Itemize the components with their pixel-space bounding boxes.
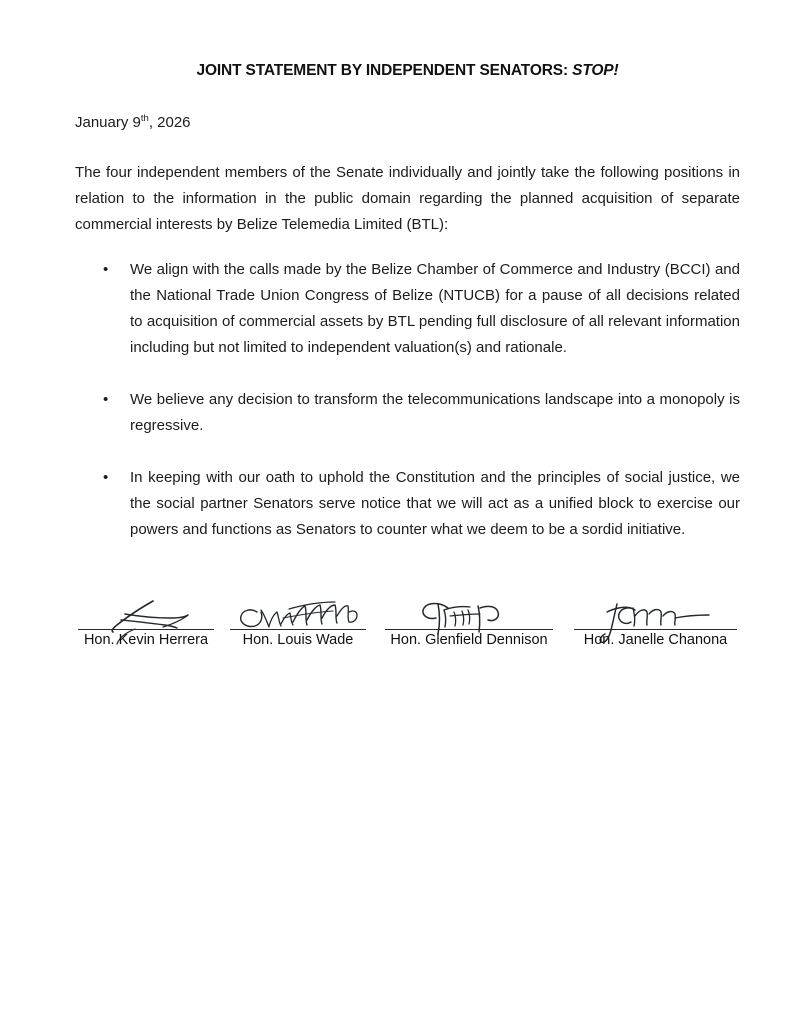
signatory-name: Hon. Kevin Herrera	[83, 632, 209, 648]
bullet-point-icon: •	[103, 391, 109, 408]
positions-list	[75, 257, 740, 543]
handwritten-signature-icon	[75, 596, 217, 632]
signature-block	[75, 596, 740, 666]
date-year: , 2026	[148, 114, 191, 131]
bullet-point-icon: •	[103, 261, 109, 278]
bullet-point-icon: •	[103, 469, 109, 486]
intro-paragraph: The four independent members of the Senate individually and jointly take the following positions in relation to the information in the public domain regarding the planned acquisition of separate commercial interests by Belize Telemedia Limited (BTL):	[75, 164, 740, 233]
page-title-main: JOINT STATEMENT BY INDEPENDENT SENATORS:	[196, 62, 573, 79]
list-item	[75, 387, 740, 439]
list-item-text: We align with the calls made by the Belize Chamber of Commerce and Industry (BCCI) and the National Trade Union Congress of Belize (NTUCB) for a pause of all decisions related to acquisition of commercial assets by BTL pending full disclosure of all relevant information including but not limited to independent valuation(s) and rationale.	[130, 261, 740, 356]
signatory-name: Hon. Louis Wade	[242, 632, 354, 648]
signature-rule	[574, 629, 737, 630]
date-ordinal-suffix: th	[140, 113, 149, 124]
date-month-day: January 9	[75, 114, 141, 131]
signature-rule	[385, 629, 553, 630]
handwritten-signature-icon	[227, 596, 369, 632]
signatory-name: Hon. Glenfield Dennison	[390, 632, 548, 648]
signature-column-louis-wade	[227, 596, 369, 666]
list-item-text: In keeping with our oath to uphold the Constitution and the principles of social justice, we the social partner Senators serve notice that we will act as a unified block to exercise our powers and functions as Senators to counter what we deem to be a sordid initiative.	[130, 469, 740, 538]
statement-date	[75, 114, 191, 131]
page-title	[75, 62, 740, 80]
handwritten-signature-icon	[571, 596, 740, 632]
signature-column-glenfield-dennison	[382, 596, 556, 666]
list-item	[75, 465, 740, 543]
page-title-emphasis: STOP!	[572, 62, 619, 79]
signature-rule	[78, 629, 214, 630]
signature-column-kevin-herrera	[75, 596, 217, 666]
signatory-name: Hon. Janelle Chanona	[583, 632, 728, 648]
handwritten-signature-icon	[382, 596, 556, 632]
signature-column-janelle-chanona	[571, 596, 740, 666]
list-item-text: We believe any decision to transform the telecommunications landscape into a monopoly is regressive.	[130, 391, 740, 434]
list-item	[75, 257, 740, 361]
signature-rule	[230, 629, 366, 630]
